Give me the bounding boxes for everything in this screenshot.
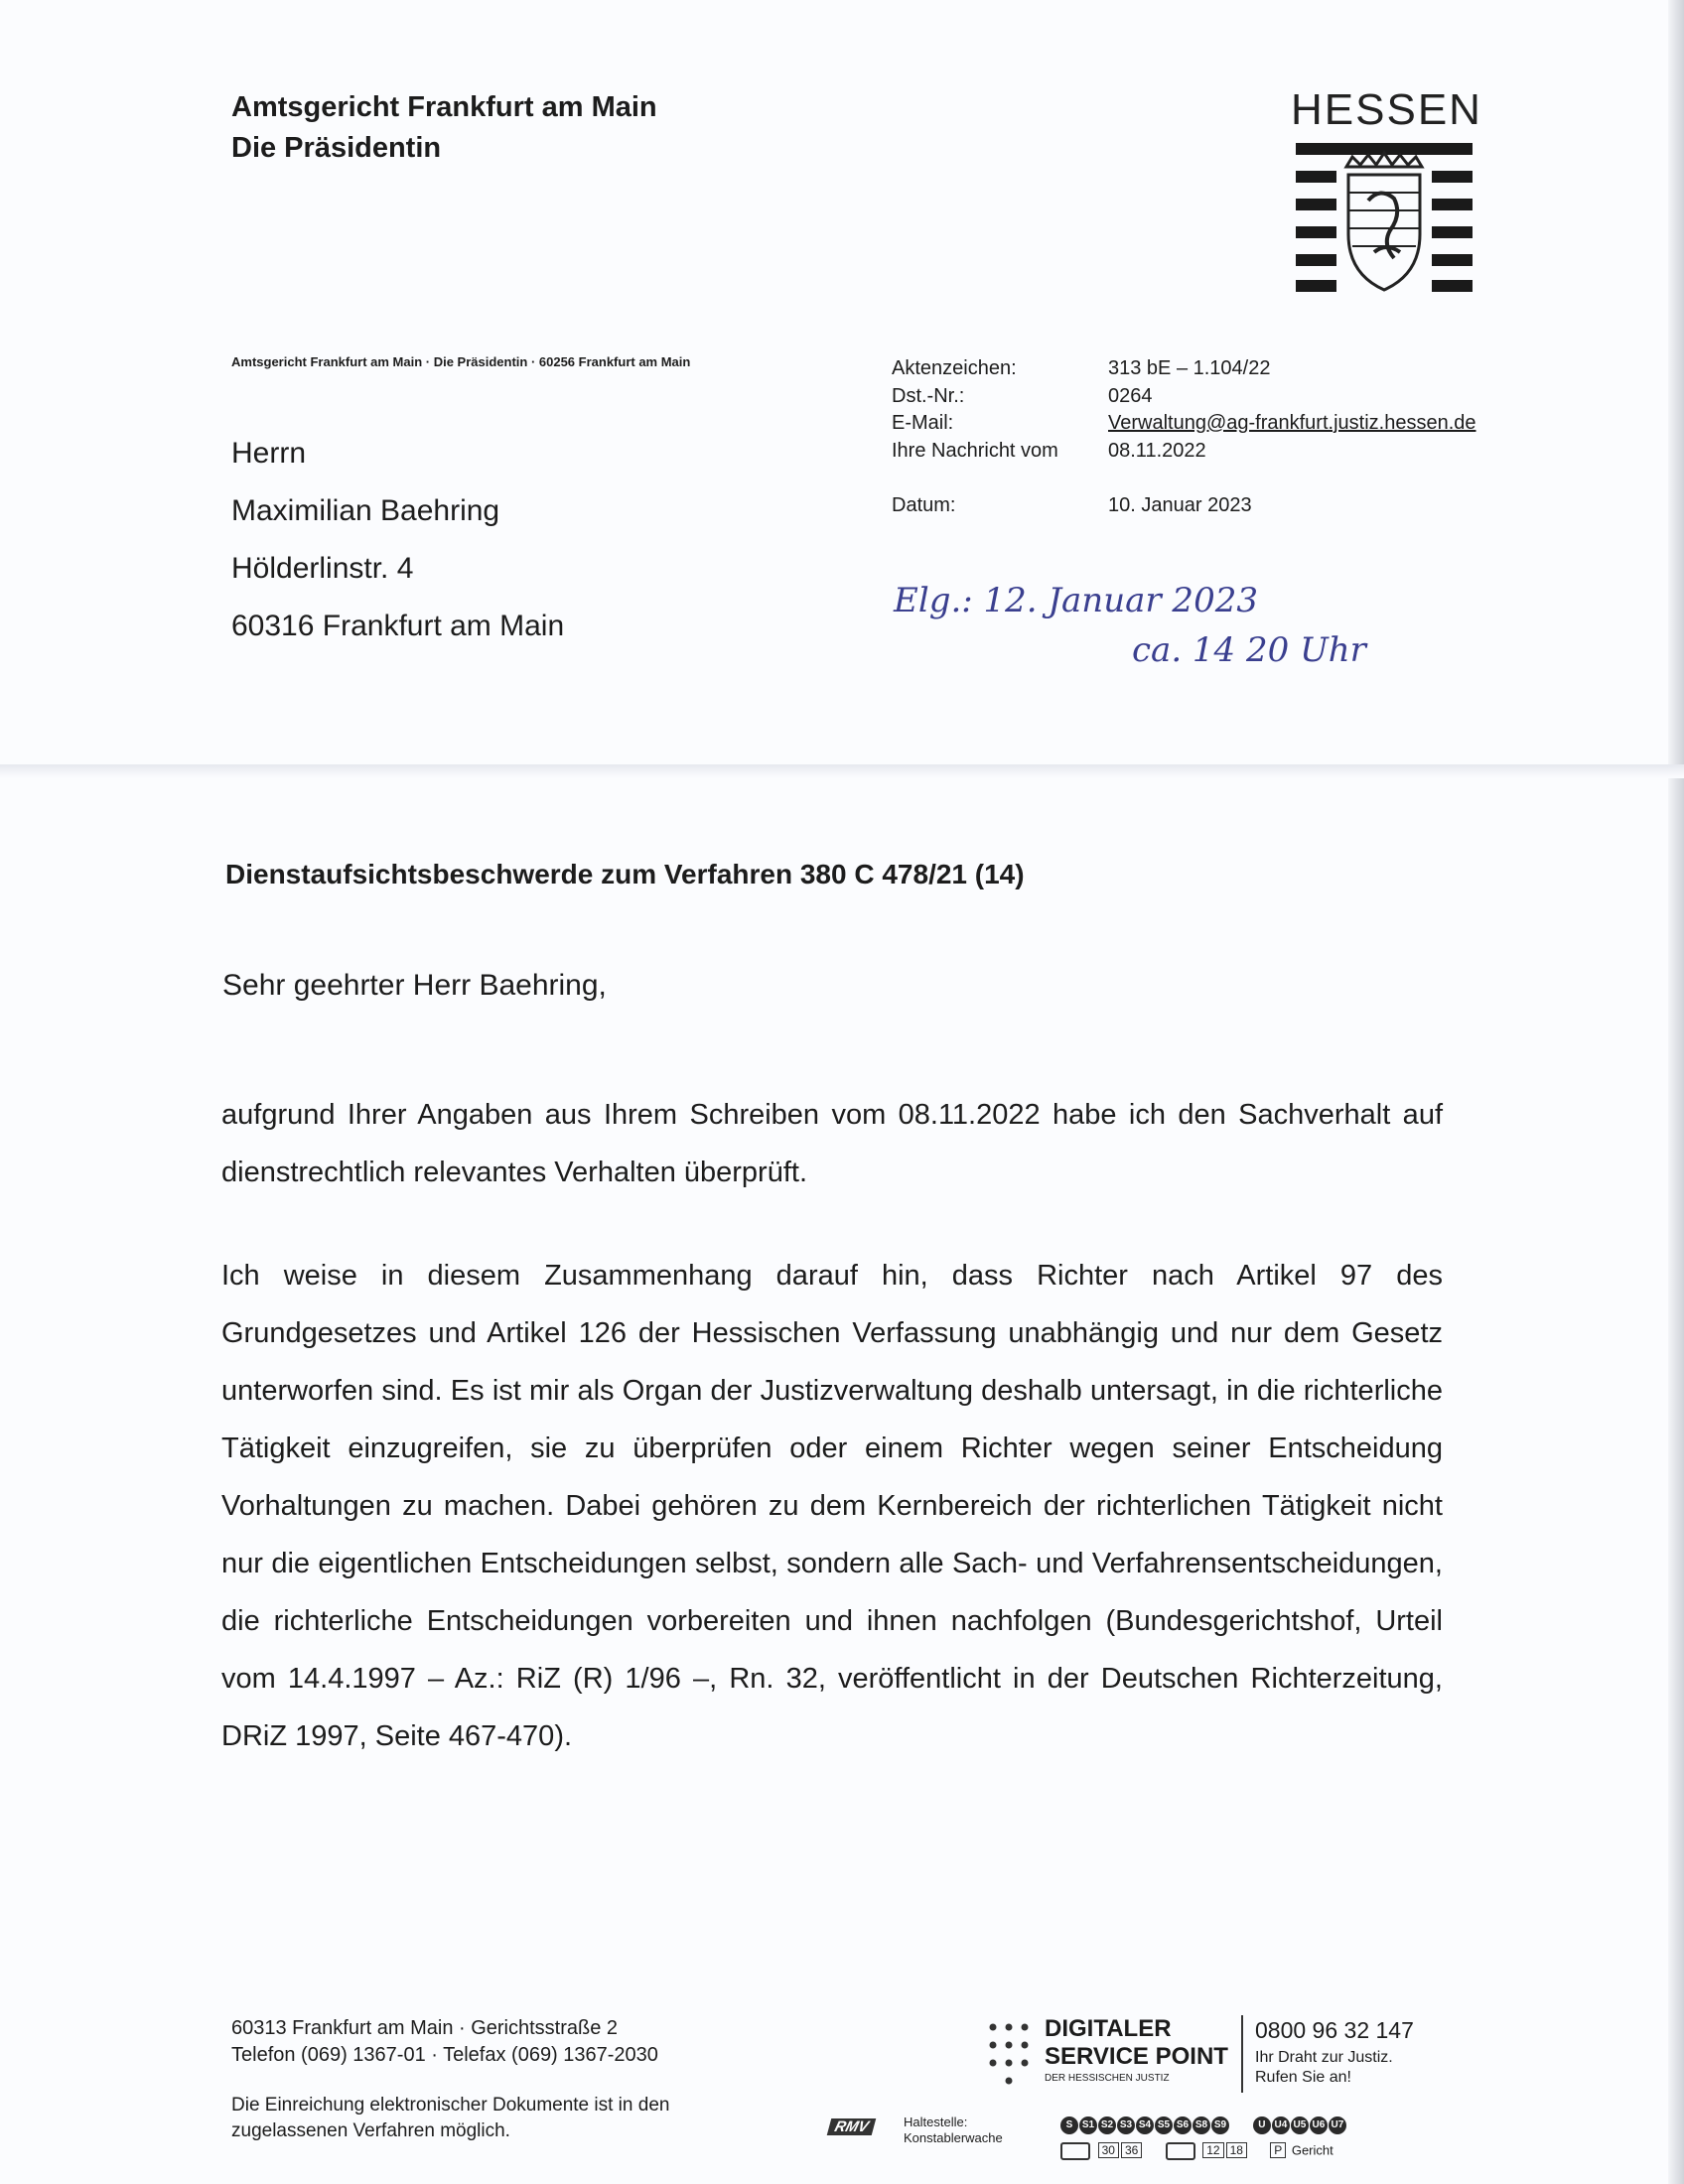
meta-label: Aktenzeichen:	[892, 357, 1017, 379]
body-paragraph: aufgrund Ihrer Angaben aus Ihrem Schreiben vom 08.11.2022 habe ich den Sachverhalt auf dienstrechtlich relevantes Verhalten überprüft.	[221, 1099, 1443, 1188]
dot	[1006, 2024, 1013, 2031]
footer-note-line: zugelassenen Verfahren möglich.	[231, 2120, 510, 2141]
hessen-coat-of-arms-icon	[1291, 135, 1477, 304]
transit-lines-rail	[1060, 2115, 1347, 2134]
tram-line: 30	[1098, 2142, 1119, 2158]
meta-label: Datum:	[892, 494, 956, 516]
footer-address	[231, 2015, 658, 2069]
bus-line: 12	[1202, 2142, 1223, 2158]
handwritten-receipt-note	[894, 576, 1366, 675]
footer-street: 60313 Frankfurt am Main · Gerichtsstraße 2	[231, 2017, 619, 2039]
service-dots-icon	[985, 2019, 1035, 2089]
parking-label: Gericht	[1291, 2142, 1333, 2158]
bus-lines	[1202, 2142, 1249, 2157]
paper-fold	[0, 764, 1684, 778]
logo-wordmark: HESSEN	[1291, 85, 1482, 134]
dot	[1022, 2060, 1029, 2067]
tram-icon	[1060, 2142, 1090, 2160]
tram-lines	[1098, 2142, 1145, 2157]
ubahn-badge: U6	[1310, 2116, 1328, 2134]
letter-subject: Dienstaufsichtsbeschwerde zum Verfahren 380 C 478/21 (14)	[225, 859, 1025, 889]
sbahn-badge: S6	[1174, 2116, 1192, 2134]
dot	[1006, 2078, 1013, 2085]
sbahn-badge: S3	[1117, 2116, 1135, 2134]
email-link[interactable]: Verwaltung@ag-frankfurt.justiz.hessen.de	[1108, 412, 1476, 434]
handwritten-line: ca. 14 20 Uhr	[1132, 630, 1366, 670]
ubahn-badge: U5	[1291, 2116, 1309, 2134]
sbahn-badge: S9	[1211, 2116, 1229, 2134]
parking-icon: P	[1270, 2142, 1286, 2158]
meta-value: 313 bE – 1.104/22	[1108, 357, 1271, 379]
meta-value: 08.11.2022	[1108, 440, 1206, 462]
meta-label: Ihre Nachricht vom	[892, 440, 1058, 462]
letterhead-sender	[231, 87, 657, 169]
dot	[1022, 2042, 1029, 2049]
footer-note-line: Die Einreichung elektronischer Dokumente ist in den	[231, 2095, 670, 2116]
dot	[1022, 2024, 1029, 2031]
recipient-name: Maximilian Baehring	[231, 494, 500, 527]
return-address: Amtsgericht Frankfurt am Main · Die Präsidentin · 60256 Frankfurt am Main	[231, 354, 691, 369]
dsp-subtitle: DER HESSISCHEN JUSTIZ	[1045, 2073, 1170, 2084]
recipient-street: Hölderlinstr. 4	[231, 552, 414, 585]
dot	[990, 2060, 997, 2067]
court-role: Die Präsidentin	[231, 132, 442, 164]
transit-lines-road	[1060, 2142, 1333, 2160]
ubahn-badge: U7	[1329, 2116, 1346, 2134]
sbahn-badge: S1	[1079, 2116, 1097, 2134]
dot	[1006, 2042, 1013, 2049]
meta-value: 10. Januar 2023	[1108, 494, 1252, 516]
ubahn-badge: U	[1253, 2116, 1271, 2134]
sbahn-badge: S	[1060, 2116, 1078, 2134]
meta-label: E-Mail:	[892, 412, 954, 434]
sbahn-badge: S4	[1136, 2116, 1154, 2134]
bus-icon	[1166, 2142, 1195, 2160]
recipient-address	[231, 425, 564, 655]
dsp-slogan: Ihr Draht zur Justiz.	[1255, 2049, 1393, 2066]
body-paragraph: Ich weise in diesem Zusammenhang darauf hin, dass Richter nach Artikel 97 des Grundgesetzes und Artikel 126 der Hessischen Verfassung unabhängig und nur dem Gesetz unterworfen sind. Es ist mir als Organ der Justizverwaltung deshalb untersagt, in die richterliche Tätigkeit einzugreifen, sie zu überprüfen oder einem Richter wegen seiner Entscheidung Vorhaltungen zu machen. Dabei gehören zu dem Kernbereich der richterlichen Tätigkeit nicht nur die eigentlichen Entscheidungen selbst, sondern alle Sach- und Verfahrensentscheidungen, die richterliche Entscheidungen vorbereiten und ihnen nachfolgen (Bundesgerichtshof, Urteil vom 14.4.1997 – Az.: RiZ (R) 1/96 –, Rn. 32, veröffentlicht in der Deutschen Richterzeitung, DRiZ 1997, Seite 467-470).	[221, 1260, 1443, 1752]
dot	[990, 2042, 997, 2049]
letter-greeting: Sehr geehrter Herr Baehring,	[222, 969, 607, 1002]
divider	[1241, 2015, 1243, 2093]
meta-value: 0264	[1108, 385, 1153, 407]
sbahn-badge: S2	[1098, 2116, 1116, 2134]
recipient-city: 60316 Frankfurt am Main	[231, 610, 565, 642]
dot	[1006, 2060, 1013, 2067]
stop-label: Haltestelle:	[904, 2115, 968, 2129]
handwritten-line: Elg.: 12. Januar 2023	[894, 581, 1258, 620]
dot	[990, 2024, 997, 2031]
dsp-slogan: Rufen Sie an!	[1255, 2069, 1351, 2086]
bus-line: 18	[1226, 2142, 1247, 2158]
transit-stop	[904, 2115, 1003, 2146]
footer-phone: Telefon (069) 1367-01 · Telefax (069) 1367-2030	[231, 2044, 658, 2066]
court-name: Amtsgericht Frankfurt am Main	[231, 91, 657, 123]
rmv-logo: RMV	[827, 2118, 877, 2135]
sbahn-lines	[1060, 2115, 1230, 2131]
ubahn-badge: U4	[1272, 2116, 1290, 2134]
sbahn-badge: S5	[1155, 2116, 1173, 2134]
footer-note	[231, 2093, 669, 2144]
page-edge-shadow	[1668, 0, 1684, 2184]
dsp-title-line: DIGITALER	[1045, 2015, 1172, 2042]
tram-line: 36	[1121, 2142, 1142, 2158]
sbahn-badge: S8	[1193, 2116, 1210, 2134]
hessen-logo	[1291, 85, 1482, 309]
meta-label: Dst.-Nr.:	[892, 385, 965, 407]
stop-name: Konstablerwache	[904, 2130, 1003, 2145]
dsp-title-line: SERVICE POINT	[1045, 2043, 1228, 2070]
dsp-phone-number: 0800 96 32 147	[1255, 2017, 1414, 2043]
ubahn-lines	[1253, 2115, 1347, 2131]
recipient-salutation: Herrn	[231, 437, 307, 470]
